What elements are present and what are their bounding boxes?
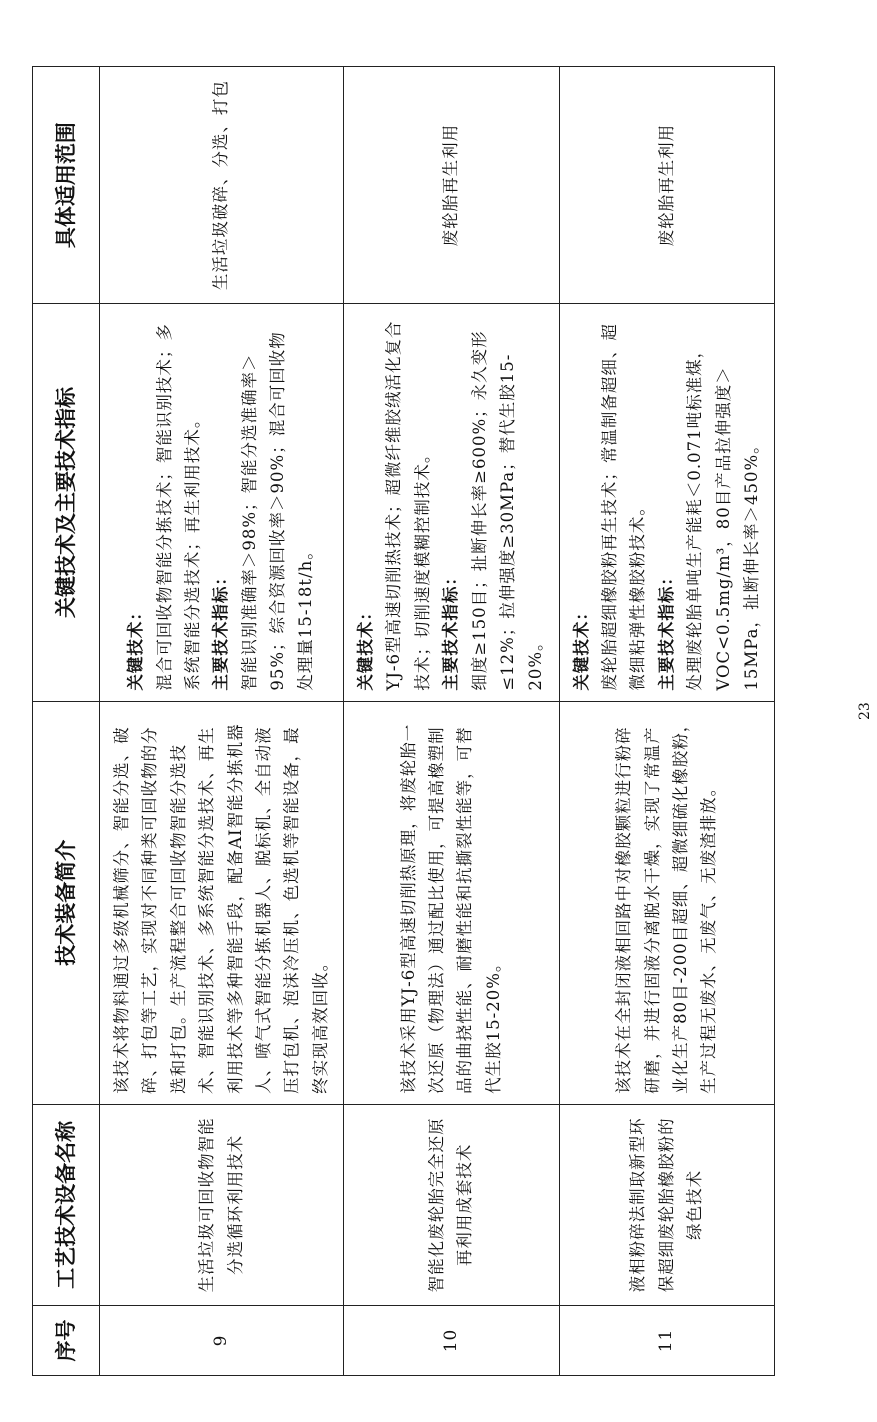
table-row <box>344 67 560 1376</box>
main-index-text: 处理废轮胎单吨生产能耗＜0.071吨标准煤，VOC<0.5mg/m³，80目产品拉伸强度＞15MPa，扯断伸长率＞450%。 <box>685 340 761 691</box>
key-tech-text: YJ-6型高速切削热技术；超微纤维胶绒活化复合技术；切削速度模糊控制技术。 <box>384 320 432 691</box>
row-seq: 10 <box>344 1305 560 1375</box>
row-key-cell <box>559 304 775 701</box>
main-index-text: 智能识别准确率＞98%；智能分选准确率＞95%；综合资源回收率＞90%；混合可回收物处理量15-18t/h。 <box>239 331 316 691</box>
main-index-label: 主要技术指标： <box>656 568 676 691</box>
header-scope: 具体适用范围 <box>33 67 100 304</box>
row-intro: 该技术将物料通过多级机械筛分、智能分选、破碎、打包等工艺，实现对不同种类可回收物的分选和打包。生产流程整合可回收物智能分选技术、智能识别技术、多系统智能分选技术、再生利用技术等多种智能手段，配备AI智能分拣机器人、喷气式智能分拣机器人、脱标机、全自动液压打包机、泡沫冷压机、色选机等智能设备，最终实现高效回收。 <box>100 701 344 1104</box>
rotated-table-container <box>32 66 761 1376</box>
header-intro: 技术装备简介 <box>33 701 100 1104</box>
row-scope: 生活垃圾破碎、分选、打包 <box>100 67 344 304</box>
key-tech-label: 关键技术： <box>126 603 146 691</box>
table-row <box>100 67 344 1376</box>
row-intro: 该技术采用YJ-6型高速切削热原理，将废轮胎一次还原（物理法）通过配比使用，可提高橡塑制品的曲挠性能、耐磨性能和抗撕裂性能等，可替代生胶15-20%。 <box>344 701 560 1104</box>
page-number: 23 <box>857 702 873 720</box>
key-tech-text: 废轮胎超细橡胶粉再生技术；常温制备超细、超微细粘弹性橡胶粉技术。 <box>600 323 648 691</box>
main-index-label: 主要技术指标： <box>211 568 231 691</box>
row-name: 智能化废轮胎完全还原再利用成套技术 <box>344 1104 560 1305</box>
row-name: 生活垃圾可回收物智能分选循环利用技术 <box>100 1104 344 1305</box>
header-name: 工艺技术设备名称 <box>33 1104 100 1305</box>
main-index-label: 主要技术指标： <box>441 568 461 691</box>
row-key-cell <box>100 304 344 701</box>
row-seq: 11 <box>559 1305 775 1375</box>
main-index-text: 细度≥150目；扯断伸长率≥600%；永久变形≤12%；拉伸强度≥30MPa；替代生胶15-20%。 <box>469 330 546 691</box>
key-tech-label: 关键技术： <box>356 603 375 691</box>
row-name: 液相粉碎法制取新型环保超细废轮胎橡胶粉的绿色技术 <box>559 1104 775 1305</box>
header-key: 关键技术及主要技术指标 <box>33 304 100 701</box>
row-scope: 废轮胎再生利用 <box>344 67 560 304</box>
key-tech-text: 混合可回收物智能分拣技术；智能识别技术；多系统智能分选技术；再生利用技术。 <box>154 323 202 691</box>
row-key-cell <box>344 304 560 701</box>
table-row <box>559 67 775 1376</box>
row-intro: 该技术在全封闭液相回路中对橡胶颗粒进行粉碎研磨，并进行固液分离脱水干燥，实现了常温产业化生产80目-200目超细、超微细硫化橡胶粉，生产过程无废水、无废气、无废渣排放。 <box>559 701 775 1104</box>
row-scope: 废轮胎再生利用 <box>559 67 775 304</box>
header-row <box>33 67 100 1376</box>
row-seq: 9 <box>100 1305 344 1375</box>
header-seq: 序号 <box>33 1305 100 1375</box>
technology-table <box>32 66 775 1376</box>
key-tech-label: 关键技术： <box>571 603 591 691</box>
